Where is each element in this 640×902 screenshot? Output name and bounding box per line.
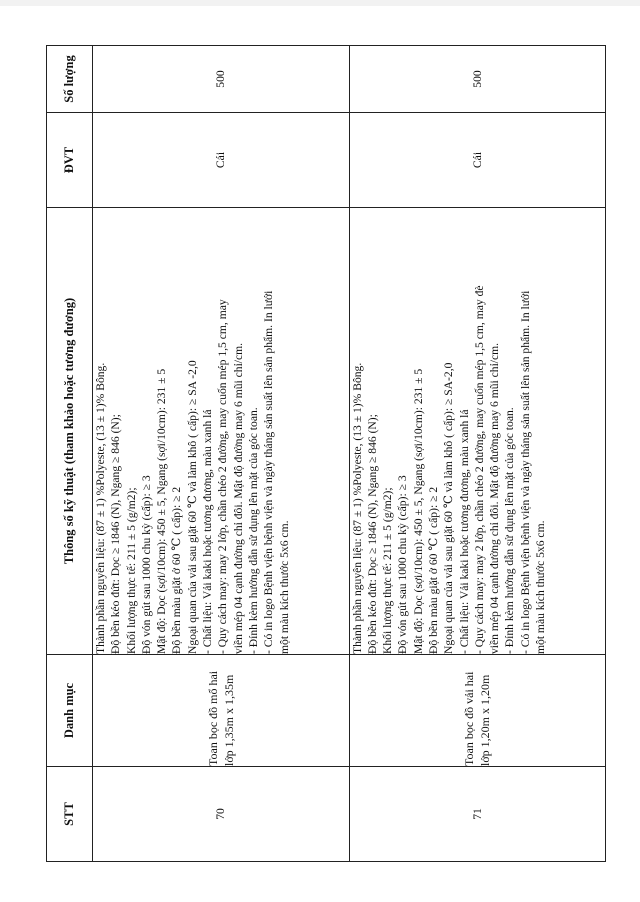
row-unit: Cái (93, 113, 350, 208)
table-row (349, 46, 606, 862)
header-qty: Số lượng (47, 46, 93, 113)
spec-line: - Có in logo Bệnh viện bệnh viện và ngày tháng sản suất lên sản phẩm. In lưới (262, 290, 276, 654)
row-item-name: Toan bọc đồ mổ hai lớp 1,35m x 1,35m (93, 655, 350, 767)
row-spec (93, 208, 350, 655)
header-row (47, 46, 93, 862)
spec-line: - Đính kèm hướng dẫn sử dụng lên mặt của góc toan. (246, 407, 260, 654)
spec-line: Thành phần nguyên liệu: (87 ± 1) %Polyeste, (13 ± 1)% Bông. (94, 362, 107, 654)
row-qty: 500 (93, 46, 350, 113)
spec-line: Ngoại quan của vải sau giặt 60 ℃ và làm khô ( cấp): ≥ SA -2,0 (185, 360, 199, 654)
header-spec: Thông số kỹ thuật (tham khảo hoặc tương đương) (47, 208, 93, 655)
spec-line: Mật độ: Dọc (sợi/10cm): 450 ± 5, Ngang (sợi/10cm): 231 ± 5 (411, 368, 425, 654)
spec-line: - Đính kèm hướng dẫn sử dụng lên mặt của góc toan. (503, 407, 517, 654)
spec-line: Khối lượng thực tế: 211 ± 5 (g/m2); (381, 487, 395, 654)
spec-line: Khối lượng thực tế: 211 ± 5 (g/m2); (124, 487, 138, 654)
spec-line: Độ vón gút sau 1000 chu kỳ (cấp): ≥ 3 (139, 475, 153, 654)
spec-line: Độ vón gút sau 1000 chu kỳ (cấp): ≥ 3 (396, 475, 410, 654)
spec-line: Độ bền kéo đứt: Dọc ≥ 1846 (N), Ngang ≥ 846 (N); (365, 414, 379, 654)
spec-line: Ngoại quan của vải sau giặt 60 ℃ và làm khô ( cấp): ≥ SA-2,0 (442, 362, 456, 654)
row-item-name: Toan bọc đồ vải hai lớp 1,20m x 1,20m (349, 655, 606, 767)
row-qty: 500 (349, 46, 606, 113)
header-stt: STT (47, 767, 93, 862)
table-row (93, 46, 350, 862)
spec-line: Độ bền màu giặt ở 60 ℃ ( cấp): ≥ 2 (426, 486, 440, 654)
row-stt: 71 (349, 767, 606, 862)
spec-line: Mật độ: Dọc (sợi/10cm): 450 ± 5, Ngang (sợi/10cm): 231 ± 5 (155, 368, 169, 654)
spec-line: - Quy cách may: may 2 lớp, chần chéo 2 đường, may cuốn mép 1,5 cm, may (216, 299, 230, 654)
header-name: Danh mục (47, 655, 93, 767)
spec-line: - Có in logo Bệnh viện bệnh viện và ngày tháng sản suất lên sản phẩm. In lưới (518, 290, 532, 654)
row-spec (349, 208, 606, 655)
row-unit: Cái (349, 113, 606, 208)
spec-line: Độ bền màu giặt ở 60 ℃ ( cấp): ≥ 2 (170, 486, 184, 654)
spec-line: một màu kích thước 5x6 cm. (534, 520, 548, 654)
spec-line: một màu kích thước 5x6 cm. (277, 520, 291, 654)
spec-line: - Quy cách may: may 2 lớp, chần chéo 2 đường, may cuốn mép 1,5 cm, may đè (472, 285, 486, 654)
row-stt: 70 (93, 767, 350, 862)
spec-line: Độ bền kéo đứt: Dọc ≥ 1846 (N), Ngang ≥ 846 (N); (109, 414, 123, 654)
spec-line: viền mép 04 cạnh đường chỉ đôi. Mật độ đường may 6 mũi chỉ/cm. (488, 342, 502, 654)
header-unit: ĐVT (47, 113, 93, 208)
spec-line: Thành phần nguyên liệu: (87 ± 1) %Polyeste, (13 ± 1)% Bông. (350, 362, 364, 654)
spec-line: viền mép 04 cạnh đường chỉ đôi. Mật độ đường may 6 mũi chỉ/cm. (231, 342, 245, 654)
spec-line: - Chất liệu: Vải kaki hoặc tương đương, màu xanh lá (201, 409, 215, 654)
specification-table (46, 45, 606, 862)
spec-line: - Chất liệu: Vải kaki hoặc tương đương, màu xanh lá (457, 409, 471, 654)
